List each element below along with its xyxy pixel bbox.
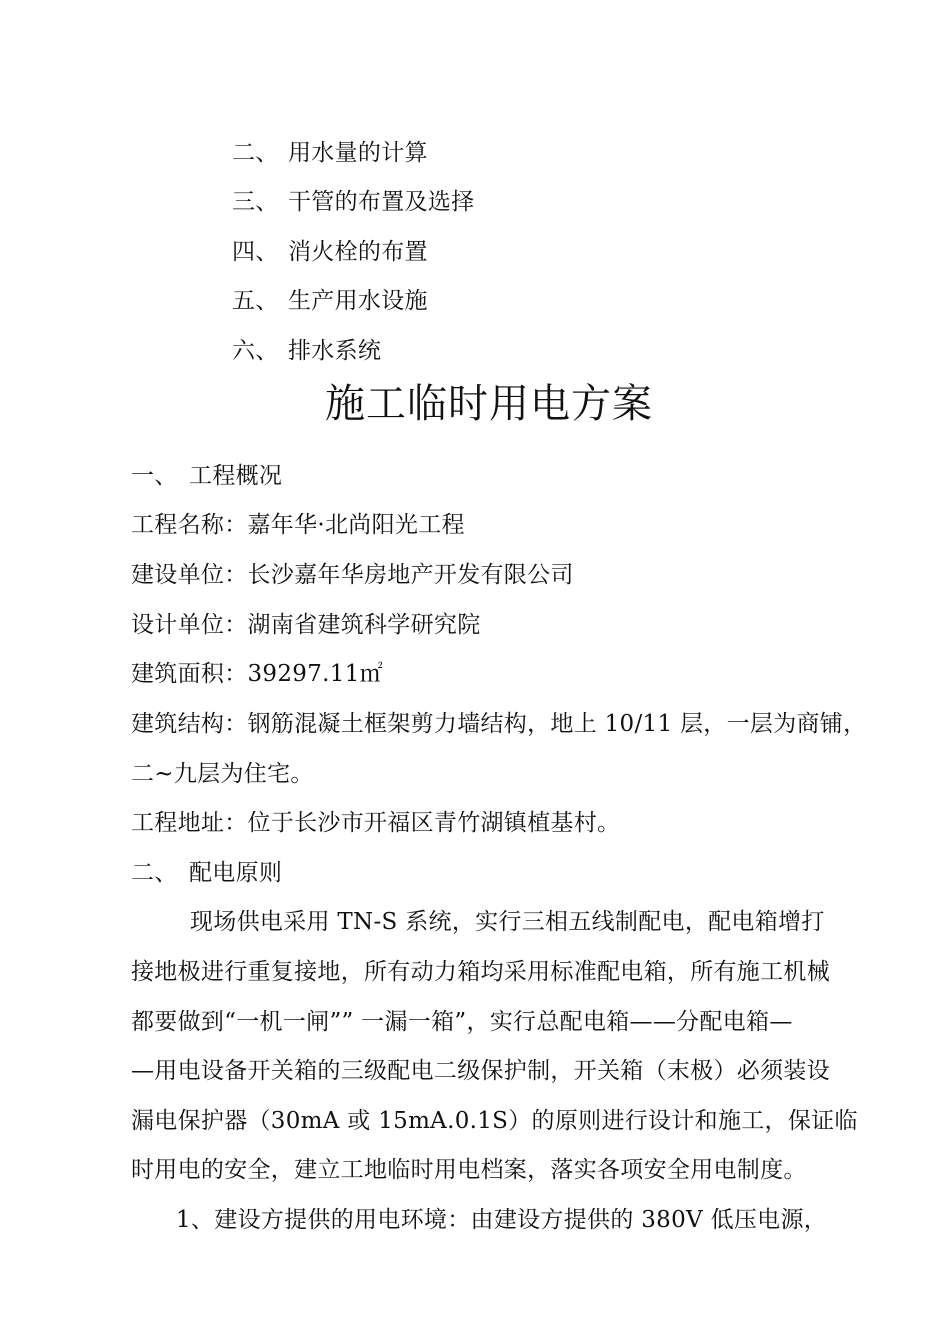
building-structure: 建筑结构：钢筋混凝土框架剪力墙结构，地上 10/11 层，一层为商铺， — [131, 711, 867, 737]
toc-number: 三、 — [232, 189, 279, 215]
paragraph-line: 漏电保护器（30mA 或 15mA.0.1S）的原则进行设计和施工，保证临 — [131, 1108, 858, 1134]
section-heading-text: 配电原则 — [189, 860, 283, 886]
toc-item — [232, 187, 474, 217]
toc-text: 排水系统 — [288, 338, 382, 364]
section-heading-text: 工程概况 — [189, 463, 283, 489]
paragraph-line: 都要做到“一机一闸”” 一漏一箱”，实行总配电箱——分配电箱— — [131, 1009, 793, 1035]
section-heading — [131, 461, 282, 491]
toc-number: 四、 — [232, 239, 279, 265]
list-item: 1、建设方提供的用电环境：由建设方提供的 380V 低压电源， — [176, 1207, 828, 1233]
toc-text: 干管的布置及选择 — [288, 189, 475, 215]
section-number: 二、 — [131, 860, 178, 886]
toc-number: 五、 — [232, 288, 279, 314]
toc-item — [232, 336, 381, 366]
toc-text: 消火栓的布置 — [288, 239, 428, 265]
builder-unit: 建设单位：长沙嘉年华房地产开发有限公司 — [131, 562, 574, 588]
document-title: 施工临时用电方案 — [325, 381, 653, 427]
toc-item — [232, 286, 428, 316]
toc-text: 用水量的计算 — [288, 140, 428, 166]
toc-text: 生产用水设施 — [288, 288, 428, 314]
toc-item — [232, 237, 428, 267]
toc-item — [232, 138, 428, 168]
building-area: 建筑面积：39297.11㎡ — [131, 661, 383, 687]
section-number: 一、 — [131, 463, 178, 489]
project-name: 工程名称：嘉年华·北尚阳光工程 — [131, 512, 465, 538]
toc-number: 二、 — [232, 140, 279, 166]
toc-number: 六、 — [232, 338, 279, 364]
paragraph-line: —用电设备开关箱的三级配电二级保护制，开关箱（末极）必须装设 — [131, 1058, 830, 1084]
paragraph-line: 接地极进行重复接地，所有动力箱均采用标准配电箱，所有施工机械 — [131, 959, 830, 985]
paragraph-line: 时用电的安全，建立工地临时用电档案，落实各项安全用电制度。 — [131, 1157, 807, 1183]
project-address: 工程地址：位于长沙市开福区青竹湖镇植基村。 — [131, 810, 621, 836]
building-structure-cont: 二~九层为住宅。 — [131, 761, 314, 787]
section-heading — [131, 858, 282, 888]
design-unit: 设计单位：湖南省建筑科学研究院 — [131, 612, 481, 638]
paragraph-line: 现场供电采用 TN-S 系统，实行三相五线制配电，配电箱增打 — [190, 909, 825, 935]
